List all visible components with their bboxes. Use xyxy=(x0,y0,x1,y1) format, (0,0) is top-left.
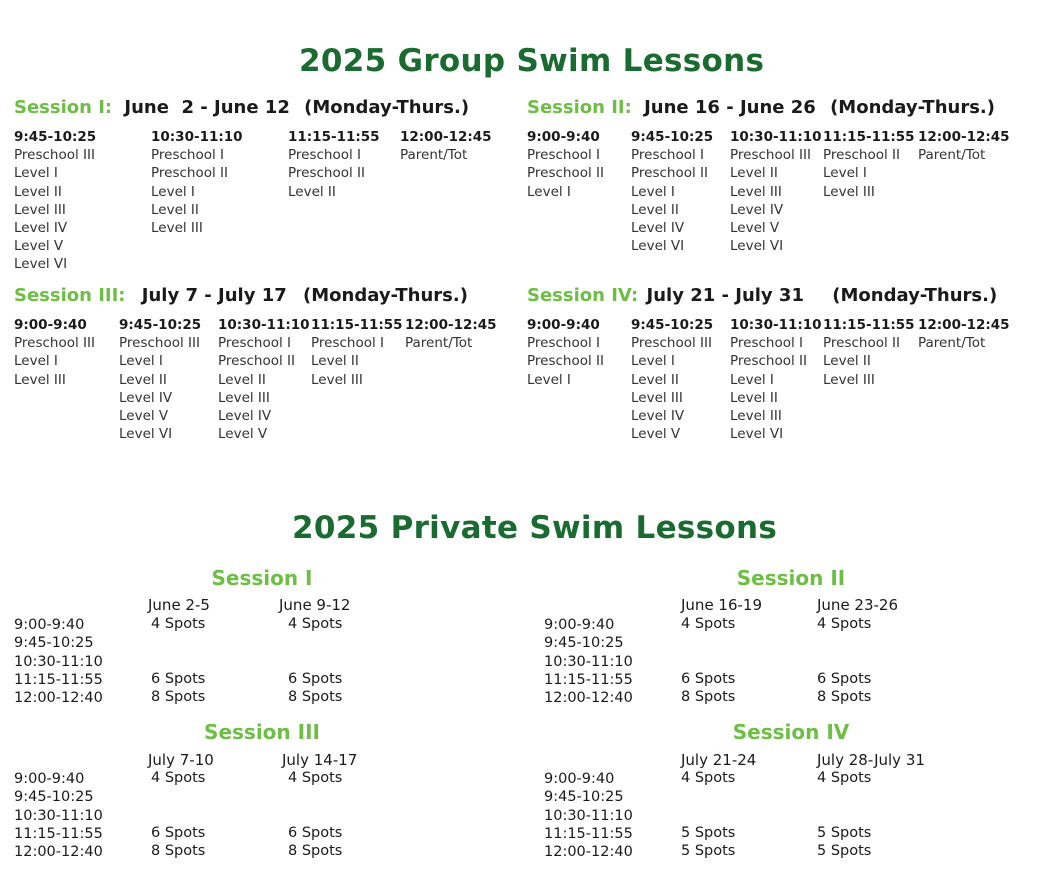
private-week-dates: July 21-24 xyxy=(681,751,757,769)
private-timeslot: 9:45-10:25 xyxy=(544,635,624,652)
timeslot-time: 12:00-12:45 xyxy=(918,129,1010,145)
timeslot-time: 9:45-10:25 xyxy=(631,317,714,333)
timeslot-time: 10:30-11:10 xyxy=(730,129,822,145)
private-spots-available: 6 Spots xyxy=(288,670,343,687)
session-days: (Monday-Thurs.) xyxy=(830,97,995,118)
group-session-4-timeslot-column xyxy=(823,316,915,389)
class-level: Level III xyxy=(14,201,66,218)
private-spots-available: 4 Spots xyxy=(288,616,343,632)
class-level: Level III xyxy=(311,371,363,388)
private-week-dates: July 14-17 xyxy=(282,751,358,769)
class-level: Preschool III xyxy=(14,147,95,164)
private-timeslot: 11:15-11:55 xyxy=(14,671,103,688)
private-spots-available: 8 Spots xyxy=(681,689,736,706)
private-week-dates: July 7-10 xyxy=(148,751,214,769)
class-level: Level VI xyxy=(14,256,68,273)
class-level: Level V xyxy=(218,426,268,443)
class-level: Level III xyxy=(151,220,203,237)
class-level: Preschool I xyxy=(311,335,385,352)
class-level: Preschool I xyxy=(288,147,362,164)
class-level: Level I xyxy=(119,353,163,370)
class-level: Level I xyxy=(823,165,867,182)
private-timeslot: 12:00-12:40 xyxy=(14,844,103,861)
private-timeslot: 9:00-9:40 xyxy=(14,771,85,787)
private-spots-available: 8 Spots xyxy=(151,843,206,860)
class-level: Level I xyxy=(631,183,675,200)
group-session-2-timeslot-column xyxy=(527,128,604,201)
private-week-dates: June 16-19 xyxy=(681,596,763,614)
private-spots-available: 4 Spots xyxy=(681,616,736,632)
class-level: Preschool II xyxy=(823,147,900,164)
class-level: Level VI xyxy=(730,238,784,255)
session-label: Session I: xyxy=(14,97,113,118)
group-session-1-timeslot-column xyxy=(400,128,492,164)
class-level: Level II xyxy=(730,389,778,406)
group-session-1-header xyxy=(14,97,469,118)
private-timeslot: 9:45-10:25 xyxy=(14,789,94,806)
private-timeslot: 12:00-12:40 xyxy=(14,690,103,707)
group-session-3-timeslot-column xyxy=(405,316,497,352)
private-spots-available: 4 Spots xyxy=(817,770,872,786)
class-level: Preschool II xyxy=(823,335,900,352)
class-level: Level IV xyxy=(631,220,685,237)
class-level: Preschool I xyxy=(730,335,804,352)
private-spots-available: 5 Spots xyxy=(681,843,736,860)
class-level: Level I xyxy=(14,353,58,370)
class-level: Level V xyxy=(730,220,780,237)
session-dates: July 7 - July 17 xyxy=(141,285,287,306)
group-session-3-timeslot-column xyxy=(119,316,201,443)
class-level: Level IV xyxy=(14,220,68,237)
private-spots-available: 8 Spots xyxy=(151,689,206,706)
class-level: Level III xyxy=(823,183,875,200)
private-spots-available: 6 Spots xyxy=(151,670,206,687)
class-level: Level III xyxy=(730,183,782,200)
class-level: Parent/Tot xyxy=(400,147,468,164)
private-session-label: Session I xyxy=(211,566,313,590)
private-timeslot: 9:00-9:40 xyxy=(14,617,85,633)
class-level: Level VI xyxy=(119,426,173,443)
class-level: Level V xyxy=(631,426,681,443)
timeslot-time: 10:30-11:10 xyxy=(218,317,310,333)
private-timeslot: 10:30-11:10 xyxy=(544,807,633,824)
group-lessons-title: 2025 Group Swim Lessons xyxy=(299,43,765,79)
group-session-3-timeslot-column xyxy=(218,316,310,443)
timeslot-time: 12:00-12:45 xyxy=(400,129,492,145)
session-label: Session II: xyxy=(527,97,632,118)
group-session-1-timeslot-column xyxy=(14,128,96,274)
timeslot-time: 12:00-12:45 xyxy=(405,317,497,333)
timeslot-time: 12:00-12:45 xyxy=(918,317,1010,333)
class-level: Level III xyxy=(218,389,270,406)
class-level: Preschool III xyxy=(730,147,811,164)
private-timeslot: 9:45-10:25 xyxy=(544,789,624,806)
class-level: Level VI xyxy=(631,238,685,255)
class-level: Level II xyxy=(631,201,679,218)
private-session-label: Session II xyxy=(736,566,846,590)
session-days: (Monday-Thurs.) xyxy=(832,285,998,306)
group-session-2-timeslot-column xyxy=(823,128,915,201)
private-spots-available: 6 Spots xyxy=(681,670,736,687)
private-timeslot: 12:00-12:40 xyxy=(544,844,633,861)
class-level: Level II xyxy=(288,183,336,200)
class-level: Level IV xyxy=(631,408,685,425)
private-week-dates: June 2-5 xyxy=(148,596,210,614)
group-session-4-timeslot-column xyxy=(730,316,822,443)
class-level: Level II xyxy=(151,201,199,218)
class-level: Preschool II xyxy=(527,165,604,182)
class-level: Preschool II xyxy=(631,165,708,182)
timeslot-time: 10:30-11:10 xyxy=(151,129,243,145)
group-session-4-header xyxy=(527,285,997,306)
class-level: Level I xyxy=(14,165,58,182)
private-timeslot: 10:30-11:10 xyxy=(544,653,633,670)
timeslot-time: 11:15-11:55 xyxy=(823,317,915,333)
class-level: Parent/Tot xyxy=(918,147,986,164)
class-level: Level II xyxy=(730,165,778,182)
timeslot-time: 9:45-10:25 xyxy=(631,129,714,145)
class-level: Preschool III xyxy=(631,335,712,352)
group-session-3-timeslot-column xyxy=(311,316,403,389)
private-spots-available: 8 Spots xyxy=(817,689,872,706)
class-level: Preschool II xyxy=(151,165,228,182)
timeslot-time: 9:45-10:25 xyxy=(14,129,97,145)
private-lessons-title: 2025 Private Swim Lessons xyxy=(292,510,778,546)
class-level: Preschool III xyxy=(14,335,95,352)
private-spots-available: 6 Spots xyxy=(288,824,343,841)
group-session-4-timeslot-column xyxy=(631,316,713,443)
session-label: Session IV: xyxy=(527,285,639,306)
class-level: Preschool I xyxy=(527,335,601,352)
private-timeslot: 11:15-11:55 xyxy=(544,671,633,688)
timeslot-time: 10:30-11:10 xyxy=(730,317,822,333)
class-level: Level III xyxy=(823,371,875,388)
group-session-2-header xyxy=(527,97,995,118)
private-session-label: Session IV xyxy=(732,720,850,744)
session-dates: June 16 - June 26 xyxy=(644,97,816,118)
group-session-4-timeslot-column xyxy=(527,316,604,389)
group-session-2-timeslot-column xyxy=(730,128,822,255)
private-week-dates: June 23-26 xyxy=(817,596,899,614)
group-session-1-timeslot-column xyxy=(288,128,380,201)
class-level: Level II xyxy=(311,353,359,370)
class-level: Level V xyxy=(14,238,64,255)
class-level: Preschool I xyxy=(151,147,225,164)
class-level: Level III xyxy=(631,389,683,406)
class-level: Level III xyxy=(730,408,782,425)
private-week-dates: July 28-July 31 xyxy=(817,751,925,769)
session-dates: July 21 - July 31 xyxy=(646,285,804,306)
private-spots-available: 5 Spots xyxy=(681,824,736,841)
class-level: Preschool III xyxy=(119,335,200,352)
group-session-1-timeslot-column xyxy=(151,128,243,237)
class-level: Level V xyxy=(119,408,169,425)
private-spots-available: 6 Spots xyxy=(817,670,872,687)
private-spots-available: 8 Spots xyxy=(288,689,343,706)
private-timeslot: 11:15-11:55 xyxy=(544,825,633,842)
class-level: Level I xyxy=(151,183,195,200)
session-label: Session III: xyxy=(14,285,126,306)
class-level: Preschool II xyxy=(527,353,604,370)
class-level: Level II xyxy=(119,371,167,388)
timeslot-time: 11:15-11:55 xyxy=(823,129,915,145)
private-spots-available: 4 Spots xyxy=(817,616,872,632)
class-level: Level I xyxy=(527,371,571,388)
private-spots-available: 5 Spots xyxy=(817,824,872,841)
class-level: Preschool II xyxy=(288,165,365,182)
class-level: Parent/Tot xyxy=(405,335,473,352)
private-spots-available: 6 Spots xyxy=(151,824,206,841)
class-level: Preschool II xyxy=(730,353,807,370)
class-level: Preschool I xyxy=(527,147,601,164)
timeslot-time: 11:15-11:55 xyxy=(288,129,380,145)
timeslot-time: 11:15-11:55 xyxy=(311,317,403,333)
timeslot-time: 9:45-10:25 xyxy=(119,317,202,333)
private-timeslot: 9:45-10:25 xyxy=(14,635,94,652)
private-timeslot: 12:00-12:40 xyxy=(544,690,633,707)
class-level: Level I xyxy=(527,183,571,200)
private-timeslot: 9:00-9:40 xyxy=(544,771,615,787)
group-session-2-timeslot-column xyxy=(918,128,1010,164)
group-session-3-timeslot-column xyxy=(14,316,95,389)
group-session-4-timeslot-column xyxy=(918,316,1010,352)
timeslot-time: 9:00-9:40 xyxy=(527,317,600,333)
private-session-label: Session III xyxy=(204,720,320,744)
class-level: Preschool I xyxy=(218,335,292,352)
class-level: Preschool II xyxy=(218,353,295,370)
private-week-dates: June 9-12 xyxy=(279,596,351,614)
private-timeslot: 9:00-9:40 xyxy=(544,617,615,633)
private-timeslot: 10:30-11:10 xyxy=(14,653,103,670)
timeslot-time: 9:00-9:40 xyxy=(527,129,600,145)
class-level: Level VI xyxy=(730,426,784,443)
class-level: Parent/Tot xyxy=(918,335,986,352)
group-session-2-timeslot-column xyxy=(631,128,713,255)
class-level: Preschool I xyxy=(631,147,705,164)
class-level: Level II xyxy=(14,183,62,200)
private-timeslot: 10:30-11:10 xyxy=(14,807,103,824)
timeslot-time: 9:00-9:40 xyxy=(14,317,87,333)
private-spots-available: 4 Spots xyxy=(681,770,736,786)
group-session-3-header xyxy=(14,285,468,306)
private-timeslot: 11:15-11:55 xyxy=(14,825,103,842)
class-level: Level IV xyxy=(119,389,173,406)
class-level: Level II xyxy=(218,371,266,388)
class-level: Level I xyxy=(730,371,774,388)
session-days: (Monday-Thurs.) xyxy=(304,97,470,118)
class-level: Level IV xyxy=(218,408,272,425)
private-spots-available: 4 Spots xyxy=(151,616,206,632)
private-spots-available: 8 Spots xyxy=(288,843,343,860)
private-spots-available: 4 Spots xyxy=(288,770,343,786)
private-spots-available: 4 Spots xyxy=(151,770,206,786)
class-level: Level I xyxy=(631,353,675,370)
private-spots-available: 5 Spots xyxy=(817,843,872,860)
class-level: Level III xyxy=(14,371,66,388)
class-level: Level IV xyxy=(730,201,784,218)
class-level: Level II xyxy=(631,371,679,388)
session-days: (Monday-Thurs.) xyxy=(303,285,468,306)
session-dates: June 2 - June 12 xyxy=(124,97,290,118)
class-level: Level II xyxy=(823,353,871,370)
